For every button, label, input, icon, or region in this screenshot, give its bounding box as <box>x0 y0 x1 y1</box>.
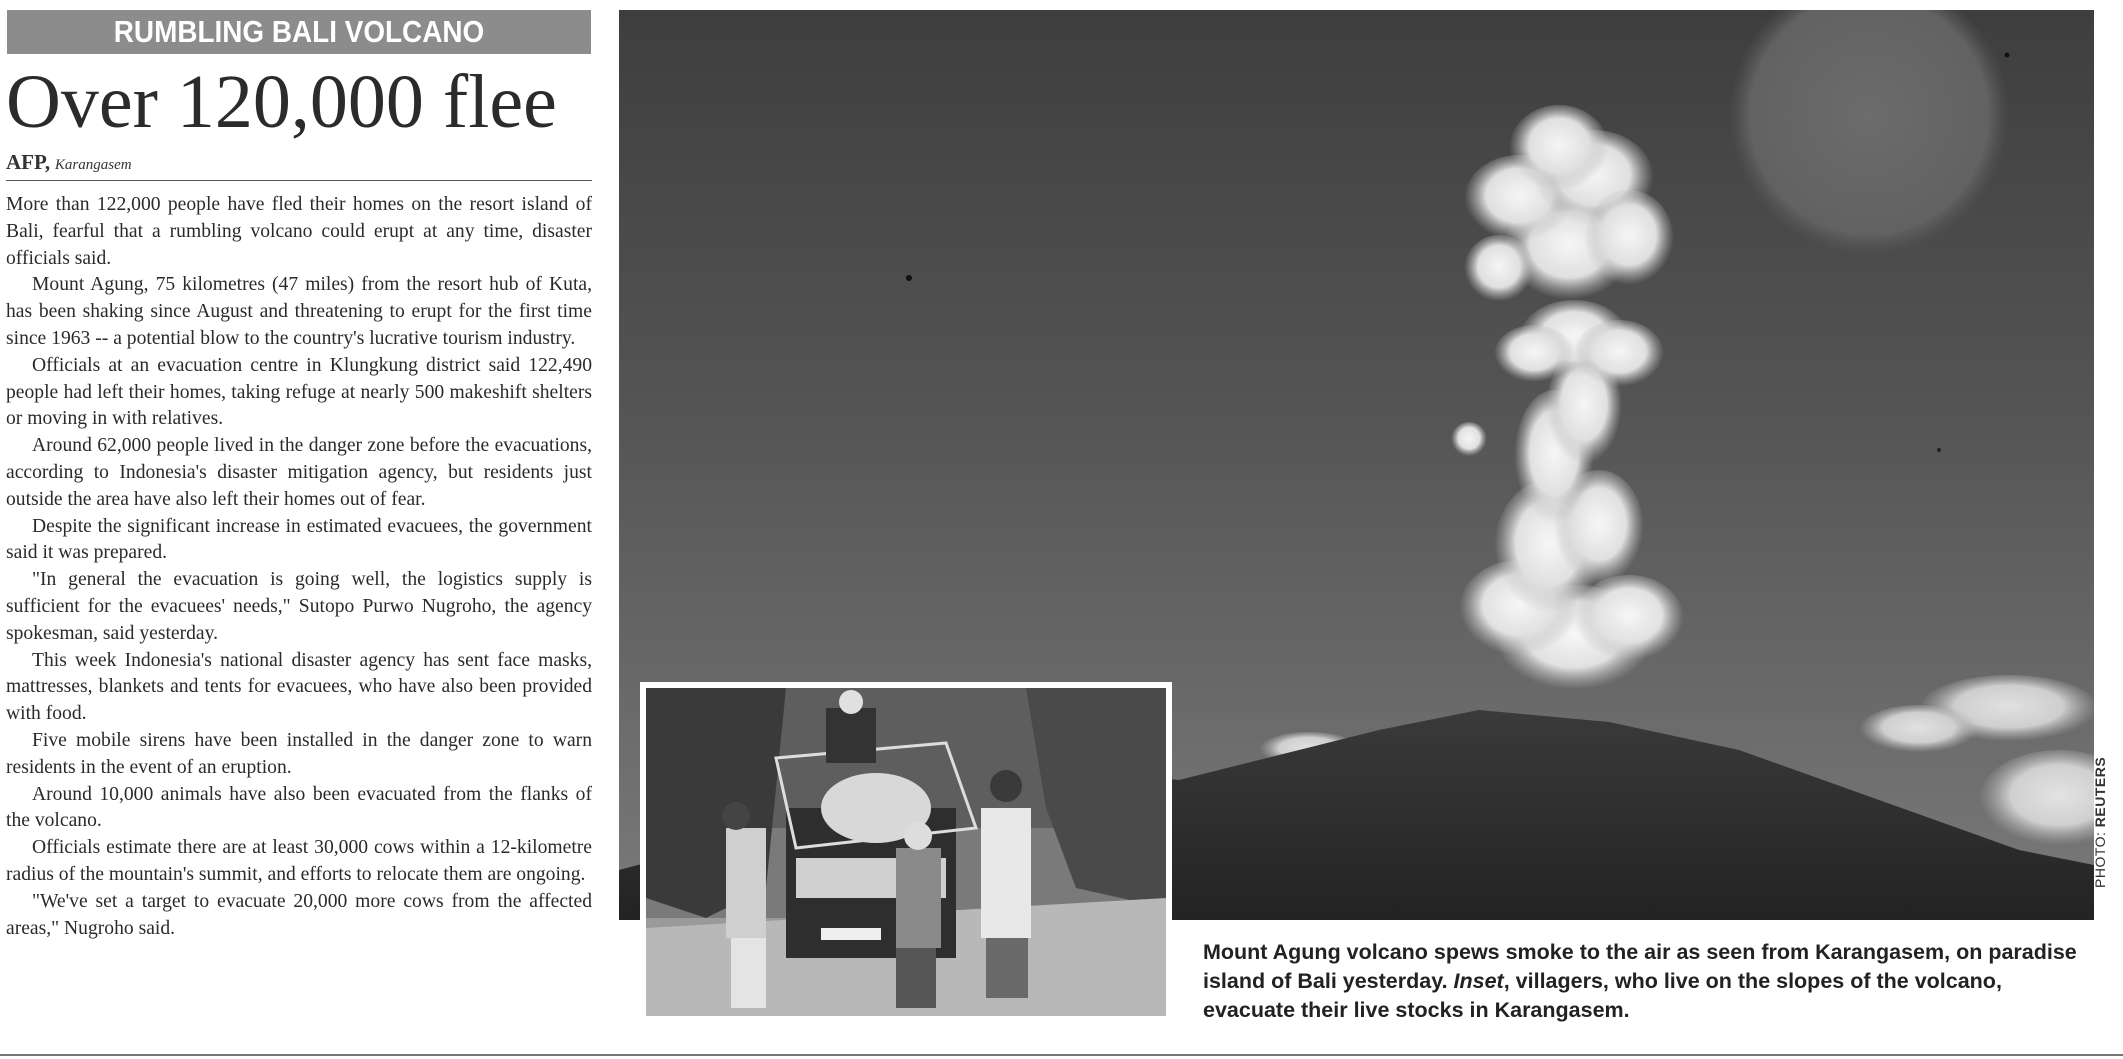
article-body <box>6 192 592 942</box>
caption-inset-word: Inset <box>1453 969 1504 993</box>
article-paragraph: Officials estimate there are at least 30,000 cows within a 12-kilometre radius of the mountain's summit, and efforts to relocate them are ongoing. <box>6 837 592 885</box>
article-paragraph: "In general the evacuation is going well, the logistics supply is sufficient for the evacuees' needs," Sutopo Purwo Nugroho, the agency spokesman, said yesterday. <box>6 569 592 644</box>
inset-photo <box>646 688 1166 1016</box>
page-bottom-rule <box>0 1054 2123 1056</box>
article-paragraph: "We've set a target to evacuate 20,000 more cows from the affected areas," Nugroho said. <box>6 890 592 939</box>
article-paragraph: Around 10,000 animals have also been evacuated from the flanks of the volcano. <box>6 783 592 832</box>
article-paragraph: Around 62,000 people lived in the danger zone before the evacuations, according to Indonesia's disaster mitigation agency, but residents just outside the area have also left their homes out of fear. <box>6 435 592 510</box>
caption-text-inset: , villagers, who live on the slopes of the volcano, evacuate their live stocks in Karangasem. <box>1203 969 2002 1022</box>
byline-divider <box>6 180 592 181</box>
credit-prefix: PHOTO: <box>2092 827 2108 888</box>
byline-agency: AFP, <box>6 150 51 174</box>
caption-text-main: Mount Agung volcano spews smoke to the air as seen from Karangasem, on paradise island of Bali yesterday. <box>1203 940 2077 993</box>
photo-credit <box>2092 757 2108 888</box>
headline: Over 120,000 flee <box>6 60 557 144</box>
article-paragraph: Five mobile sirens have been installed in the danger zone to warn residents in the event of an eruption. <box>6 729 592 778</box>
article-paragraph: Officials at an evacuation centre in Klungkung district said 122,490 people had left their homes, taking refuge at nearly 500 makeshift shelters or moving in with relatives. <box>6 354 592 430</box>
article-paragraph: This week Indonesia's national disaster agency has sent face masks, mattresses, blankets and tents for evacuees, who have also been provided with food. <box>6 649 592 725</box>
kicker-text: RUMBLING BALI VOLCANO <box>113 14 485 49</box>
byline-place: Karangasem <box>54 157 132 173</box>
byline <box>6 150 132 175</box>
article-paragraph: More than 122,000 people have fled their homes on the resort island of Bali, fearful that a rumbling volcano could erupt at any time, disaster officials said. <box>6 194 592 269</box>
article-paragraph: Mount Agung, 75 kilometres (47 miles) from the resort hub of Kuta, has been shaking since August and threatening to erupt for the first time since 1963 -- a potential blow to the country's lucrative tourism industry. <box>6 274 592 349</box>
credit-source: REUTERS <box>2092 756 2108 828</box>
kicker-banner <box>7 10 591 54</box>
photo-caption <box>1203 938 2083 1025</box>
inset-photo-frame <box>640 682 1172 1022</box>
article-paragraph: Despite the significant increase in estimated evacuees, the government said it was prepared. <box>6 515 592 564</box>
